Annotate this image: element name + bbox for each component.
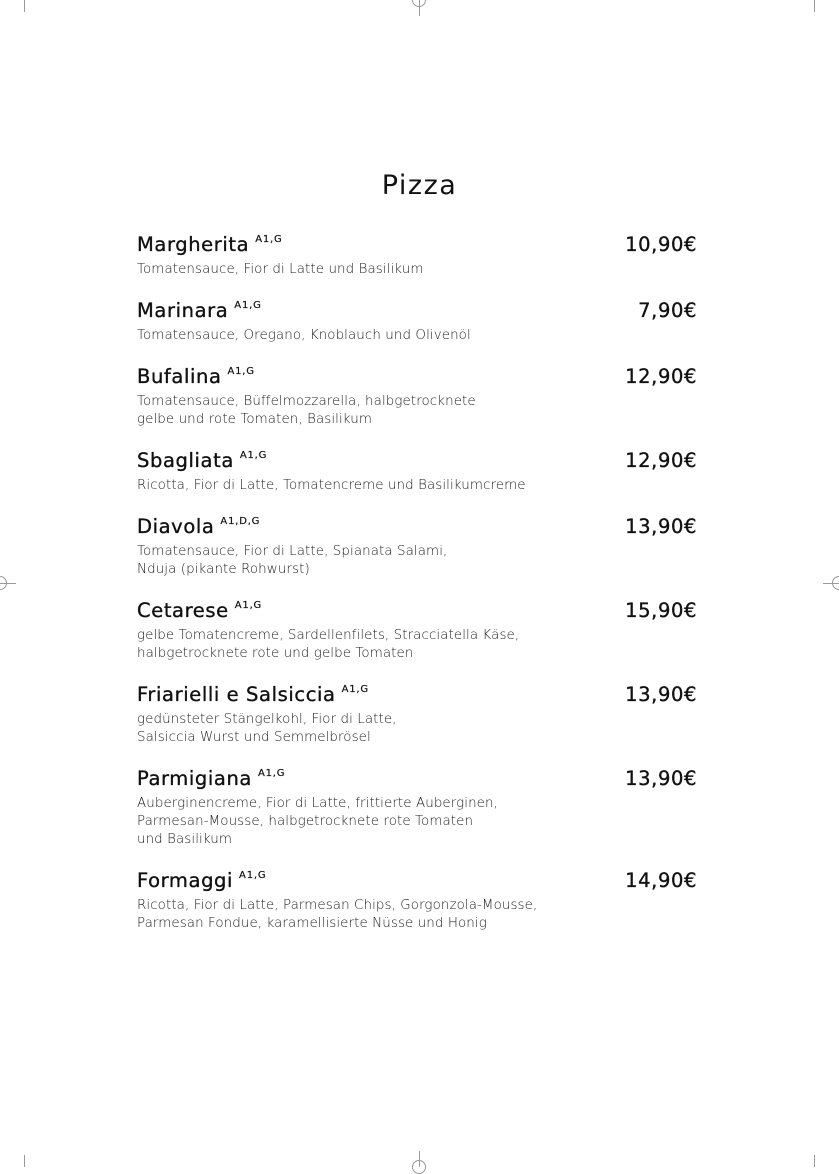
menu-item-name: Friarielli e Salsiccia (137, 683, 336, 706)
menu-item-header (137, 767, 697, 795)
menu-item-header (137, 299, 697, 327)
description-line: und Basilikum (137, 832, 233, 847)
menu-item-price: 7,90€ (638, 299, 697, 322)
description-line: Tomatensauce, Oregano, Knoblauch und Olivenöl (137, 328, 471, 343)
menu-item-name: Sbagliata (137, 449, 234, 472)
menu-item-header (137, 599, 697, 627)
menu-item (137, 449, 697, 495)
description-line: Parmesan-Mousse, halbgetrocknete rote Tomaten (137, 814, 474, 829)
menu-item (137, 515, 697, 579)
menu-item-description (137, 711, 697, 747)
description-line: Auberginencreme, Fior di Latte, frittierte Auberginen, (137, 796, 498, 811)
registration-mark-top (412, 0, 426, 7)
menu-item-name-group (137, 767, 285, 790)
menu-item-description (137, 897, 697, 933)
menu-item-name: Margherita (137, 233, 250, 256)
menu-item-description (137, 795, 697, 849)
menu-item-name-group (137, 449, 267, 472)
menu-item-allergens: A1,G (234, 300, 262, 311)
menu-item-name-group (137, 599, 262, 622)
menu-item-price: 13,90€ (625, 767, 697, 790)
menu-item-price: 12,90€ (625, 365, 697, 388)
menu-item (137, 299, 697, 345)
description-line: Ricotta, Fior di Latte, Parmesan Chips, Gorgonzola-Mousse, (137, 898, 538, 913)
menu-item-name-group (137, 233, 283, 256)
menu-item-name-group (137, 869, 266, 892)
menu-item-allergens: A1,G (255, 234, 283, 245)
menu-item (137, 365, 697, 429)
description-line: halbgetrocknete rote und gelbe Tomaten (137, 646, 414, 661)
menu-item (137, 767, 697, 849)
menu-item-name: Bufalina (137, 365, 222, 388)
menu-item-allergens: A1,G (239, 450, 268, 461)
description-line: Tomatensauce, Büffelmozzarella, halbgetrocknete (137, 394, 476, 409)
description-line: gedünsteter Stängelkohl, Fior di Latte, (137, 712, 397, 727)
menu-item-description (137, 543, 697, 579)
menu-item-price: 15,90€ (625, 599, 697, 622)
description-line: Salsiccia Wurst und Semmelbrösel (137, 730, 371, 745)
menu-item-description (137, 261, 697, 279)
menu-item-name: Formaggi (137, 869, 234, 892)
crop-mark-top-left (24, 0, 25, 12)
description-line: Nduja (pikante Rohwurst) (137, 562, 310, 577)
menu-item-price: 13,90€ (625, 515, 697, 538)
description-line: Ricotta, Fior di Latte, Tomatencreme und Basilikumcreme (137, 478, 526, 493)
crop-mark-bottom-right (814, 1155, 815, 1167)
menu-item-allergens: A1,G (341, 684, 369, 695)
menu-item-price: 12,90€ (625, 449, 697, 472)
menu-item-description (137, 393, 697, 429)
registration-mark-bottom (412, 1160, 426, 1174)
description-line: Parmesan Fondue, karamellisierte Nüsse und Honig (137, 916, 487, 931)
menu-item-header (137, 233, 697, 261)
description-line: Tomatensauce, Fior di Latte und Basilikum (137, 262, 424, 277)
menu-item-allergens: A1,G (227, 366, 255, 377)
menu-item-name-group (137, 299, 262, 322)
page-title: Pizza (381, 170, 458, 201)
menu-item-description (137, 627, 697, 663)
description-line: gelbe und rote Tomaten, Basilikum (137, 412, 372, 427)
menu-item-price: 14,90€ (625, 869, 697, 892)
menu-item-price: 13,90€ (625, 683, 697, 706)
menu-item-name: Cetarese (137, 599, 229, 622)
menu-item-header (137, 869, 697, 897)
menu-item-name-group (137, 515, 260, 538)
menu-item-name-group (137, 683, 369, 706)
menu-list (137, 233, 697, 953)
description-line: gelbe Tomatencreme, Sardellenfilets, Stracciatella Käse, (137, 628, 520, 643)
menu-item-allergens: A1,G (234, 600, 263, 611)
registration-mark-right (832, 576, 839, 590)
crop-mark-top-right (814, 0, 815, 12)
menu-item-header (137, 515, 697, 543)
menu-item-description (137, 477, 697, 495)
menu-item-name: Marinara (137, 299, 229, 322)
menu-item (137, 233, 697, 279)
menu-item-description (137, 327, 697, 345)
menu-item-allergens: A1,G (257, 768, 286, 779)
registration-mark-left (0, 576, 7, 590)
menu-item-header (137, 683, 697, 711)
menu-item-price: 10,90€ (625, 233, 697, 256)
menu-item-header (137, 449, 697, 477)
menu-item-name-group (137, 365, 255, 388)
menu-item-header (137, 365, 697, 393)
menu-item-name: Parmigiana (137, 767, 252, 790)
menu-item (137, 599, 697, 663)
menu-item-allergens: A1,D,G (220, 516, 261, 527)
menu-item (137, 869, 697, 933)
menu-item (137, 683, 697, 747)
description-line: Tomatensauce, Fior di Latte, Spianata Salami, (137, 544, 448, 559)
menu-item-allergens: A1,G (239, 870, 267, 881)
menu-item-name: Diavola (137, 515, 215, 538)
crop-mark-bottom-left (24, 1155, 25, 1167)
